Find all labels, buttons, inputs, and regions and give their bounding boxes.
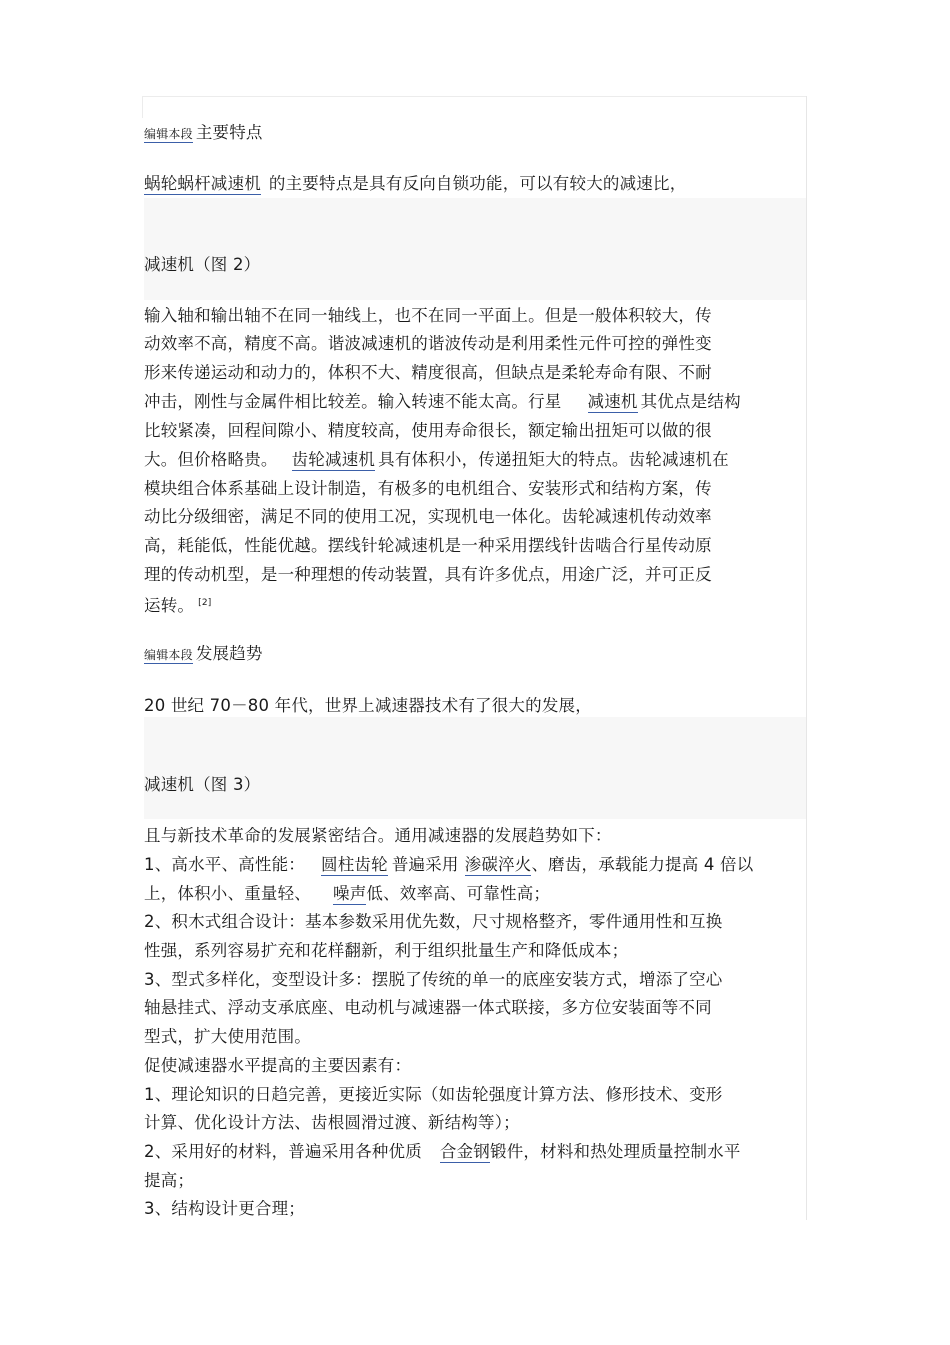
para-line: 模块组合体系基础上设计制造，有极多的电机组合、安装形式和结构方案，传 <box>144 479 712 498</box>
para-text: 2、采用好的材料，普遍采用各种优质 <box>144 1142 422 1161</box>
para-line: 计算、优化设计方法、齿根圆滑过渡、新结构等）； <box>144 1113 520 1132</box>
intro-line <box>144 173 686 195</box>
para-line <box>144 1141 741 1163</box>
para-line <box>144 883 550 905</box>
section-heading-features <box>144 122 263 145</box>
gear-reducer-link[interactable]: 齿轮减速机 <box>291 450 376 469</box>
figure-3-caption: 减速机（图 3） <box>144 775 261 794</box>
para-line: 3、型式多样化，变型设计多：摆脱了传统的单一的底座安装方式，增添了空心 <box>144 970 723 989</box>
para-line: 比较紧凑，回程间隙小、精度较高，使用寿命很长，额定输出扭矩可以做的很 <box>144 421 712 440</box>
para-text: 冲击，刚性与金属件相比较差。输入转速不能太高。行星 <box>144 392 562 411</box>
para-text: 低、效率高、可靠性高； <box>366 884 551 903</box>
alloy-steel-link[interactable]: 合金钢 <box>439 1142 491 1161</box>
spur-gear-link[interactable]: 圆柱齿轮 <box>321 855 388 874</box>
para-text: 1、高水平、高性能： <box>144 855 305 874</box>
reference-link[interactable]: [2] <box>198 598 212 608</box>
edit-section-link[interactable]: 编辑本段 <box>144 127 193 141</box>
para-line: 3、结构设计更合理； <box>144 1199 305 1218</box>
para-line <box>144 391 741 413</box>
para-line: 高，耗能低，性能优越。摆线针轮减速机是一种采用摆线针齿啮合行星传动原 <box>144 536 712 555</box>
para-line: 轴悬挂式、浮动支承底座、电动机与减速器一体式联接，多方位安装面等不同 <box>144 998 712 1017</box>
trend-intro-line: 20 世纪 70－80 年代，世界上减速器技术有了很大的发展， <box>144 696 592 715</box>
worm-gear-reducer-link[interactable]: 蜗轮蜗杆减速机 <box>144 174 261 193</box>
para-line: 型式，扩大使用范围。 <box>144 1027 311 1046</box>
para-line: 动效率不高，精度不高。谐波减速机的谐波传动是利用柔性元件可控的弹性变 <box>144 334 712 353</box>
edit-section-link[interactable]: 编辑本段 <box>144 648 193 662</box>
para-line <box>144 449 729 471</box>
para-line: 2、积木式组合设计：基本参数采用优先数，尺寸规格整齐，零件通用性和互换 <box>144 912 723 931</box>
frame-border-right <box>806 96 807 1220</box>
para-line: 提高； <box>144 1171 195 1190</box>
para-line: 且与新技术革命的发展紧密结合。通用减速器的发展趋势如下： <box>144 826 612 845</box>
frame-border-left <box>142 96 143 118</box>
figure-3-block <box>144 717 806 819</box>
carburizing-link[interactable]: 渗碳淬火 <box>464 855 532 874</box>
para-text: 大。但价格略贵。 <box>144 450 278 469</box>
para-text: 具有体积小，传递扭矩大的特点。齿轮减速机在 <box>378 450 729 469</box>
section-title: 主要特点 <box>195 123 263 142</box>
reducer-link[interactable]: 减速机 <box>587 392 638 411</box>
para-line <box>144 854 753 876</box>
section-title: 发展趋势 <box>195 644 263 663</box>
para-line: 理的传动机型，是一种理想的传动装置，具有许多优点，用途广泛，并可正反 <box>144 565 712 584</box>
para-text: 上，体积小、重量轻、 <box>144 884 311 903</box>
para-text: 运转。 <box>144 596 195 615</box>
para-line: 1、理论知识的日趋完善，更接近实际（如齿轮强度计算方法、修形技术、变形 <box>144 1085 723 1104</box>
figure-2-caption: 减速机（图 2） <box>144 255 261 274</box>
para-line: 动比分级细密，满足不同的使用工况，实现机电一体化。齿轮减速机传动效率 <box>144 507 712 526</box>
figure-2-block <box>144 198 806 300</box>
frame-border-top <box>142 96 807 97</box>
para-line: 性强，系列容易扩充和花样翻新，利于组织批量生产和降低成本； <box>144 941 629 960</box>
para-line <box>144 592 211 617</box>
para-text: 其优点是结构 <box>640 392 741 411</box>
para-text: 锻件，材料和热处理质量控制水平 <box>490 1142 741 1161</box>
para-line: 促使减速器水平提高的主要因素有： <box>144 1056 412 1075</box>
intro-text: 的主要特点是具有反向自锁功能，可以有较大的减速比， <box>268 174 687 193</box>
para-text: 、磨齿，承载能力提高 4 倍以 <box>531 855 754 874</box>
section-heading-trends <box>144 643 263 666</box>
para-line: 形来传递运动和动力的，体积不大、精度很高，但缺点是柔轮寿命有限、不耐 <box>144 363 712 382</box>
noise-link[interactable]: 噪声 <box>333 884 367 903</box>
para-line: 输入轴和输出轴不在同一轴线上，也不在同一平面上。但是一般体积较大，传 <box>144 306 712 325</box>
para-text: 普遍采用 <box>391 855 459 874</box>
